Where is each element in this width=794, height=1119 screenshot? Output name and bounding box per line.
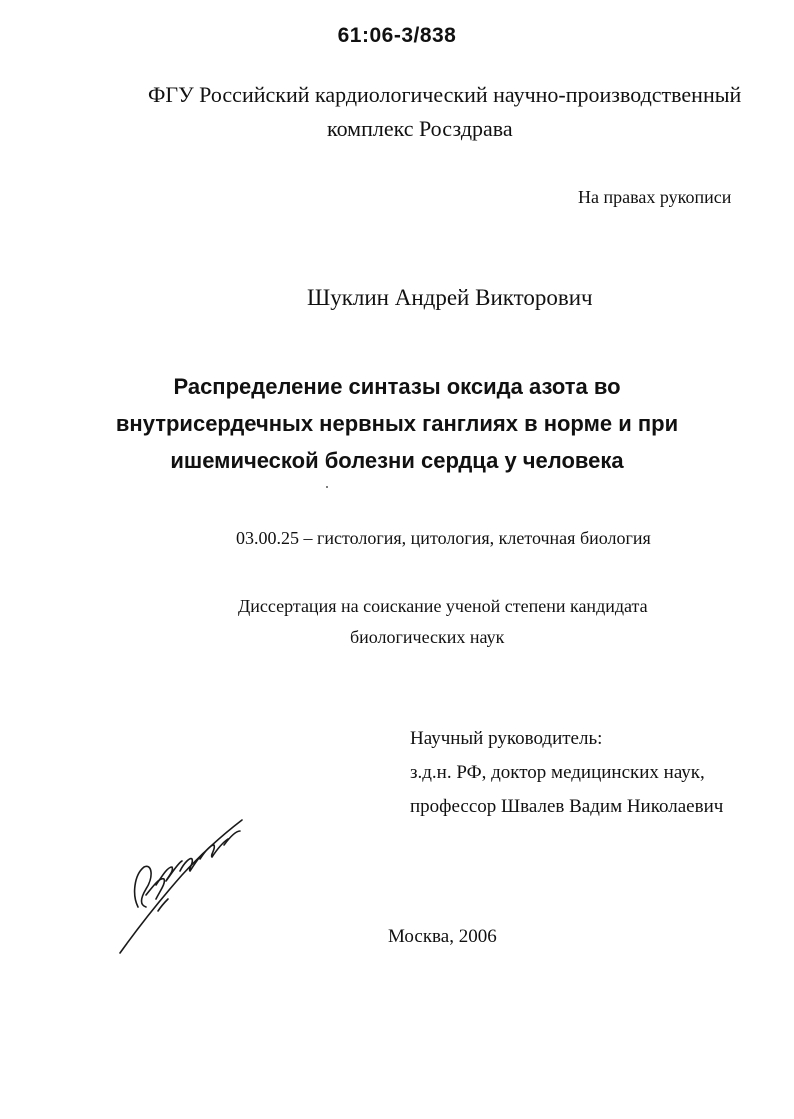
author-signature	[110, 815, 260, 965]
scan-speck	[326, 486, 328, 488]
dissertation-type-line-1: Диссертация на соискание ученой степени кандидата	[238, 596, 648, 616]
title-line-2: внутрисердечных нервных ганглиях в норме и при	[115, 411, 679, 436]
title-line-3: ишемической болезни сердца у человека	[170, 448, 624, 473]
organization-line-2: комплекс Росздрава	[327, 116, 513, 141]
dissertation-title	[0, 368, 794, 479]
supervisor-name: профессор Швалев Вадим Николаевич	[410, 796, 724, 817]
author-name: Шуклин Андрей Викторович	[307, 285, 593, 310]
city-year: Москва, 2006	[388, 926, 497, 947]
supervisor-degree: з.д.н. РФ, доктор медицинских наук,	[410, 762, 705, 783]
catalog-code: 61:06-3/838	[337, 24, 457, 47]
dissertation-type-line-2: биологических наук	[350, 627, 505, 647]
title-line-1: Распределение синтазы оксида азота во	[173, 374, 621, 399]
organization-line-1: ФГУ Российский кардиологический научно-производственный	[148, 82, 742, 107]
specialty-code: 03.00.25 – гистология, цитология, клеточная биология	[236, 528, 651, 548]
supervisor-label: Научный руководитель:	[410, 728, 603, 749]
rights-note: На правах рукописи	[578, 187, 732, 207]
